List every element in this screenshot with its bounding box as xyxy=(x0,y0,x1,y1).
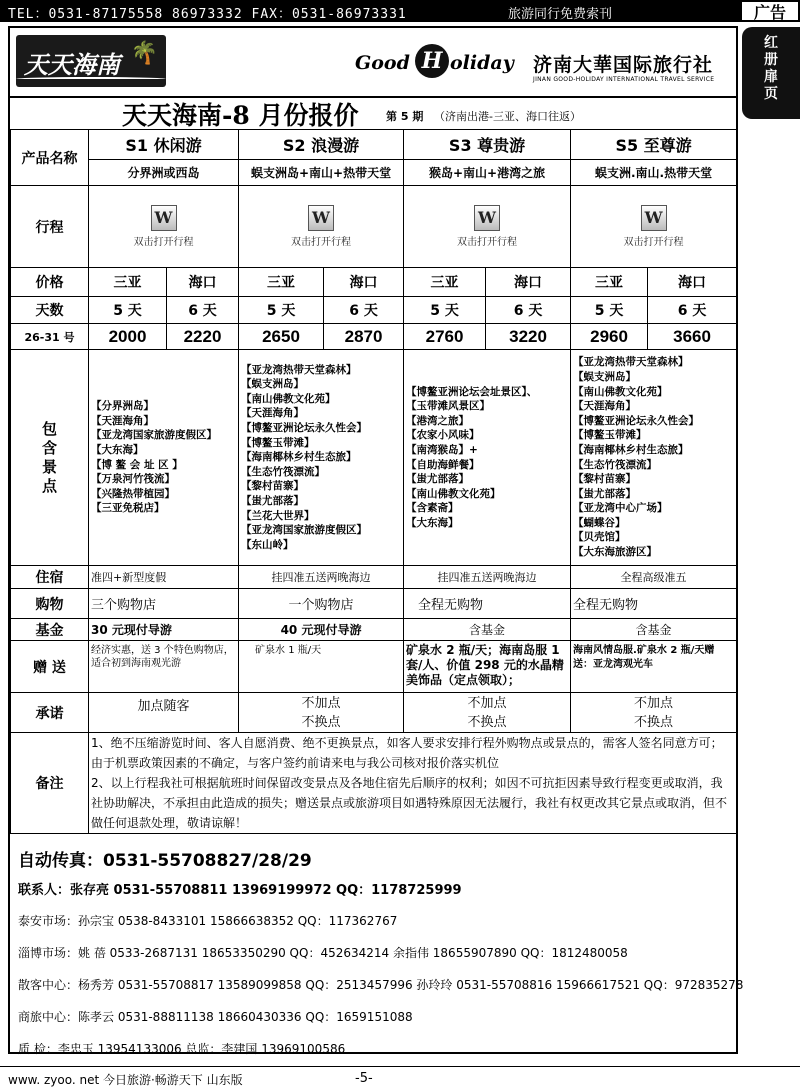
spot-item: 【港湾之旅】 xyxy=(406,414,470,427)
side-tab-char: 扉 xyxy=(764,69,778,85)
title-row xyxy=(10,96,736,128)
spot-item: 【亚龙湾中心广场】 xyxy=(573,502,668,515)
spot-item: 【蚩尤部落】 xyxy=(573,487,637,500)
spot-item: 【黎村苗寨】 xyxy=(241,480,305,493)
product-name xyxy=(89,130,239,160)
word-document-icon[interactable]: W xyxy=(474,205,500,231)
prices-row xyxy=(11,324,737,350)
route-info: （济南出港-三亚、海口往返） xyxy=(434,110,581,123)
price-cell: 2960 xyxy=(571,324,648,350)
product-name xyxy=(571,130,737,160)
promise-text: 加点随客 xyxy=(137,699,190,714)
spot-item: 【南山佛教文化苑】 xyxy=(241,392,336,405)
spot-item: 【三亚免税店】 xyxy=(91,502,165,515)
palm-tree-icon: 🌴 xyxy=(130,41,158,66)
spot-item: 【贝壳馆】 xyxy=(573,531,626,544)
price-label: 价格 xyxy=(11,268,89,297)
promise-text: 不换点 xyxy=(467,714,507,730)
fund-cell: 含基金 xyxy=(404,619,571,641)
spot-item: 【自助海鲜餐】 xyxy=(406,458,480,471)
free-index-text: 旅游同行免费索刊 xyxy=(508,7,613,22)
shopping-cell: 一个购物店 xyxy=(239,589,404,619)
spots-label-char: 含 xyxy=(41,438,57,457)
spot-item: 【南山佛教文化苑】 xyxy=(573,385,668,398)
spot-item: 【大东海】 xyxy=(91,443,144,456)
spot-item: 【博 鳌 会 址 区 】 xyxy=(91,458,183,471)
spot-item: 【大东海】 xyxy=(406,516,459,529)
price-cell: 2000 xyxy=(89,324,167,350)
promise-text: 不加点 xyxy=(634,695,674,711)
product-subtitle: 分界洲或西岛 xyxy=(89,160,239,186)
days-cell: 5 天 xyxy=(89,297,167,324)
fund-label: 基金 xyxy=(11,619,89,641)
city-cell: 三亚 xyxy=(89,268,167,297)
promise-text: 不加点 xyxy=(467,695,507,711)
days-cell: 5 天 xyxy=(239,297,324,324)
spots-list xyxy=(239,350,404,566)
spot-item: 【黎村苗寨】 xyxy=(573,473,637,486)
fund-cell: 40 元现付导游 xyxy=(239,619,404,641)
city-cell: 三亚 xyxy=(571,268,648,297)
issue-number: 第 5 期 xyxy=(386,110,424,123)
open-itinerary-label[interactable]: 双击打开行程 xyxy=(457,237,518,248)
price-table xyxy=(10,129,737,834)
spot-item: 【玉带滩风景区】 xyxy=(406,400,491,413)
product-subtitle: 蜈支洲岛+南山+热带天堂 xyxy=(239,160,404,186)
city-cell: 海口 xyxy=(167,268,239,297)
gift-label: 赠 送 xyxy=(11,641,89,693)
contact-line: 淄博市场：姚 蓓 0533-2687131 18653350290 QQ：452634214 余指伟 18655907890 QQ：1812480058 xyxy=(18,946,628,960)
spot-item: 【天涯海角】 xyxy=(91,414,154,427)
contact-line: 泰安市场：孙宗宝 0538-8433101 15866638352 QQ：117362767 xyxy=(18,914,398,928)
footer-url: www. zyoo. net 今日旅游·畅游天下 山东版 xyxy=(8,1073,243,1087)
city-cell: 海口 xyxy=(486,268,571,297)
remark-text: 1、绝不压缩游览时间、客人自愿消费、绝不更换景点，如客人要求安排行程外购物点或景点的，需客人签名同意方可；由于机票政策因素的不确定，与客户签约前请来电与我公司核对报价落实机位 xyxy=(91,736,723,770)
days-cell: 6 天 xyxy=(486,297,571,324)
ad-label: 广告 xyxy=(740,0,800,22)
shopping-cell: 全程无购物 xyxy=(404,589,571,619)
spot-item: 【兰花大世界】 xyxy=(241,509,315,522)
days-cell: 5 天 xyxy=(404,297,486,324)
spot-item: 【亚龙湾热带天堂森林】 xyxy=(241,363,357,376)
product-sub-row xyxy=(11,160,737,186)
days-cell: 6 天 xyxy=(167,297,239,324)
spot-item: 【博鳌亚洲论坛永久性会】 xyxy=(241,422,368,435)
hotel-cell: 挂四准五送两晚海边 xyxy=(239,566,404,589)
city-cell: 海口 xyxy=(324,268,404,297)
product-name-text: S3 尊贵游 xyxy=(448,136,526,155)
itinerary-doc-cell xyxy=(239,186,404,268)
price-cell: 3220 xyxy=(486,324,571,350)
gift-row xyxy=(11,641,737,693)
promise-text: 不换点 xyxy=(634,714,674,730)
spot-item: 【海南椰林乡村生态旅】 xyxy=(241,451,357,464)
city-cell: 三亚 xyxy=(404,268,486,297)
page-footer xyxy=(0,1066,800,1087)
promise-text: 不换点 xyxy=(301,714,341,730)
spot-item: 【生态竹筏漂流】 xyxy=(241,465,326,478)
itinerary-label: 行程 xyxy=(11,186,89,268)
tiantian-hainan-logo xyxy=(16,35,166,87)
hotel-cell: 全程高级准五 xyxy=(571,566,737,589)
spot-item: 【亚龙湾热带天堂森林】 xyxy=(573,356,689,369)
price-cell: 3660 xyxy=(648,324,737,350)
spot-item: 【亚龙湾国家旅游度假区】 xyxy=(241,524,368,537)
contact-line: 联系人：张存亮 0531-55708811 13969199972 QQ：1178725999 xyxy=(18,883,462,898)
spot-item: 【博鳌玉带滩】 xyxy=(241,436,315,449)
product-subtitle: 蜈支洲.南山.热带天堂 xyxy=(571,160,737,186)
price-cell: 2870 xyxy=(324,324,404,350)
promise-text: 不加点 xyxy=(301,695,341,711)
fund-row xyxy=(11,619,737,641)
remark-row xyxy=(11,733,737,834)
promise-row xyxy=(11,693,737,733)
itinerary-row xyxy=(11,186,737,268)
side-tab-char: 册 xyxy=(764,52,778,68)
spot-item: 【东山岭】 xyxy=(241,538,294,551)
spot-item: 【博鳌玉带滩】 xyxy=(573,429,647,442)
product-subtitle: 猴岛+南山+港湾之旅 xyxy=(404,160,571,186)
spot-item: 【分界洲岛】 xyxy=(91,400,154,413)
spot-item: 【博鳌亚洲论坛永久性会】 xyxy=(573,414,700,427)
shopping-label: 购物 xyxy=(11,589,89,619)
spot-item: 【蚩尤部落】 xyxy=(406,473,470,486)
spot-item: 【含素斋】 xyxy=(406,502,459,515)
dates-label: 26-31 号 xyxy=(11,324,89,350)
remark-label: 备注 xyxy=(11,733,89,834)
spots-list xyxy=(404,350,571,566)
product-name-text: S1 休闲游 xyxy=(125,136,202,155)
word-document-icon[interactable]: W xyxy=(641,205,667,231)
spot-item: 【蜈支洲岛】 xyxy=(573,370,637,383)
remark-cell xyxy=(89,733,737,834)
spots-row xyxy=(11,350,737,566)
promise-label: 承诺 xyxy=(11,693,89,733)
spot-item: 【海南椰林乡村生态旅】 xyxy=(573,443,689,456)
page-number: -5- xyxy=(355,1071,373,1086)
days-row xyxy=(11,297,737,324)
contact-line: 商旅中心：陈孝云 0531-88811138 18660430336 QQ：1659151088 xyxy=(18,1010,413,1024)
good-holiday-logo xyxy=(355,40,735,86)
spot-item: 【亚龙湾国家旅游度假区】 xyxy=(91,429,217,442)
logo-left-text: 天天海南 xyxy=(24,50,120,79)
city-row xyxy=(11,268,737,297)
contact-line: 质 检：李忠玉 13954133006 总监：李建国 13969100586 xyxy=(18,1042,346,1056)
spot-item: 【南湾猴岛】+ xyxy=(406,443,478,456)
spot-item: 【南山佛教文化苑】 xyxy=(406,487,501,500)
promise-cell xyxy=(404,693,571,733)
agency-name-en: JINAN GOOD-HOLIDAY INTERNATIONAL TRAVEL SERVICE xyxy=(533,76,715,83)
product-name xyxy=(239,130,404,160)
shopping-cell: 全程无购物 xyxy=(571,589,737,619)
spot-item: 【博鳌亚洲论坛会址景区】、 xyxy=(406,385,538,398)
shopping-cell: 三个购物店 xyxy=(89,589,239,619)
open-itinerary-label[interactable]: 双击打开行程 xyxy=(291,237,352,248)
spots-label-char: 包 xyxy=(41,419,57,438)
spot-item: 【生态竹筏漂流】 xyxy=(573,458,658,471)
product-name-label: 产品名称 xyxy=(11,130,89,186)
spots-list xyxy=(89,350,239,566)
spot-item: 【蝴蝶谷】 xyxy=(573,516,626,529)
gift-cell: 矿泉水 1 瓶/天 xyxy=(239,641,404,693)
side-tab-char: 页 xyxy=(764,86,778,102)
price-cell: 2760 xyxy=(404,324,486,350)
fund-cell: 含基金 xyxy=(571,619,737,641)
days-cell: 5 天 xyxy=(571,297,648,324)
spots-label xyxy=(11,350,89,566)
open-itinerary-label[interactable]: 双击打开行程 xyxy=(623,237,684,248)
top-contact-bar xyxy=(0,0,800,22)
days-cell: 6 天 xyxy=(324,297,404,324)
word-document-icon[interactable]: W xyxy=(151,205,177,231)
wave-icon xyxy=(16,77,166,81)
page-title: 天天海南-8 月份报价 xyxy=(122,101,359,130)
price-cell: 2220 xyxy=(167,324,239,350)
side-tab xyxy=(742,27,800,119)
spots-list xyxy=(571,350,737,566)
product-name xyxy=(404,130,571,160)
logo-good-text: Good xyxy=(355,52,410,74)
promise-cell xyxy=(571,693,737,733)
top-contact-text: TEL：0531-87175558 86973332 FAX：0531-86973331 xyxy=(8,7,407,22)
hotel-cell: 挂四准五送两晚海边 xyxy=(404,566,571,589)
spot-item: 【兴隆热带植园】 xyxy=(91,487,175,500)
itinerary-doc-cell xyxy=(404,186,571,268)
gift-cell: 海南风情岛服.矿泉水 2 瓶/天赠送：亚龙湾观光车 xyxy=(571,641,737,693)
spot-item: 【万泉河竹筏流】 xyxy=(91,473,175,486)
word-document-icon[interactable]: W xyxy=(308,205,334,231)
remark-text: 2、以上行程我社可根据航班时间保留改变景点及各地住宿先后顺序的权利；如因不可抗拒因素导致行程变更或取消，我社协助解决，不承担由此造成的损失；赠送景点或旅游项目如遇特殊原因无法履行，我社有权更改其它景点或取消，但不做任何退款处理，敬请谅解！ xyxy=(91,776,728,830)
promise-cell xyxy=(239,693,404,733)
itinerary-doc-cell xyxy=(89,186,239,268)
days-cell: 6 天 xyxy=(648,297,737,324)
product-name-row xyxy=(11,130,737,160)
spot-item: 【蜈支洲岛】 xyxy=(241,378,305,391)
promise-cell xyxy=(89,693,239,733)
itinerary-doc-cell xyxy=(571,186,737,268)
spots-label-char: 点 xyxy=(41,476,57,495)
spots-label-char: 景 xyxy=(41,457,57,476)
h-globe-icon: H xyxy=(415,44,449,78)
spot-item: 【天涯海角】 xyxy=(241,407,305,420)
hotel-label: 住宿 xyxy=(11,566,89,589)
city-cell: 三亚 xyxy=(239,268,324,297)
hotel-row xyxy=(11,566,737,589)
open-itinerary-label[interactable]: 双击打开行程 xyxy=(133,237,194,248)
flyer-frame xyxy=(8,26,744,1056)
product-name-text: S2 浪漫游 xyxy=(282,136,360,155)
gift-cell: 经济实惠，送 3 个特色购物店，适合初到海南观光游 xyxy=(89,641,239,693)
gift-cell: 矿泉水 2 瓶/天；海南岛服 1 套/人、价值 298 元的水晶精美饰品（定点领取）； xyxy=(404,641,571,693)
spot-item: 【天涯海角】 xyxy=(573,400,637,413)
hotel-cell: 准四+新型度假 xyxy=(89,566,239,589)
shopping-row xyxy=(11,589,737,619)
days-label: 天数 xyxy=(11,297,89,324)
spot-item: 【农家小风味】 xyxy=(406,429,480,442)
spot-item: 【大东海旅游区】 xyxy=(573,546,658,559)
fund-cell: 30 元现付导游 xyxy=(89,619,239,641)
city-cell: 海口 xyxy=(648,268,737,297)
product-name-text: S5 至尊游 xyxy=(615,136,692,155)
contact-line: 散客中心：杨秀芳 0531-55708817 13589099858 QQ：2513457996 孙玲玲 0531-55708816 15966617521 QQ：972835278 xyxy=(18,978,744,992)
agency-name-cn: 济南大華国际旅行社 xyxy=(533,54,714,76)
auto-fax-line: 自动传真：0531-55708827/28/29 xyxy=(18,851,312,871)
spot-item: 【蚩尤部落】 xyxy=(241,494,305,507)
side-tab-char: 红 xyxy=(764,35,778,51)
price-cell: 2650 xyxy=(239,324,324,350)
logo-holiday-text: oliday xyxy=(450,52,514,74)
